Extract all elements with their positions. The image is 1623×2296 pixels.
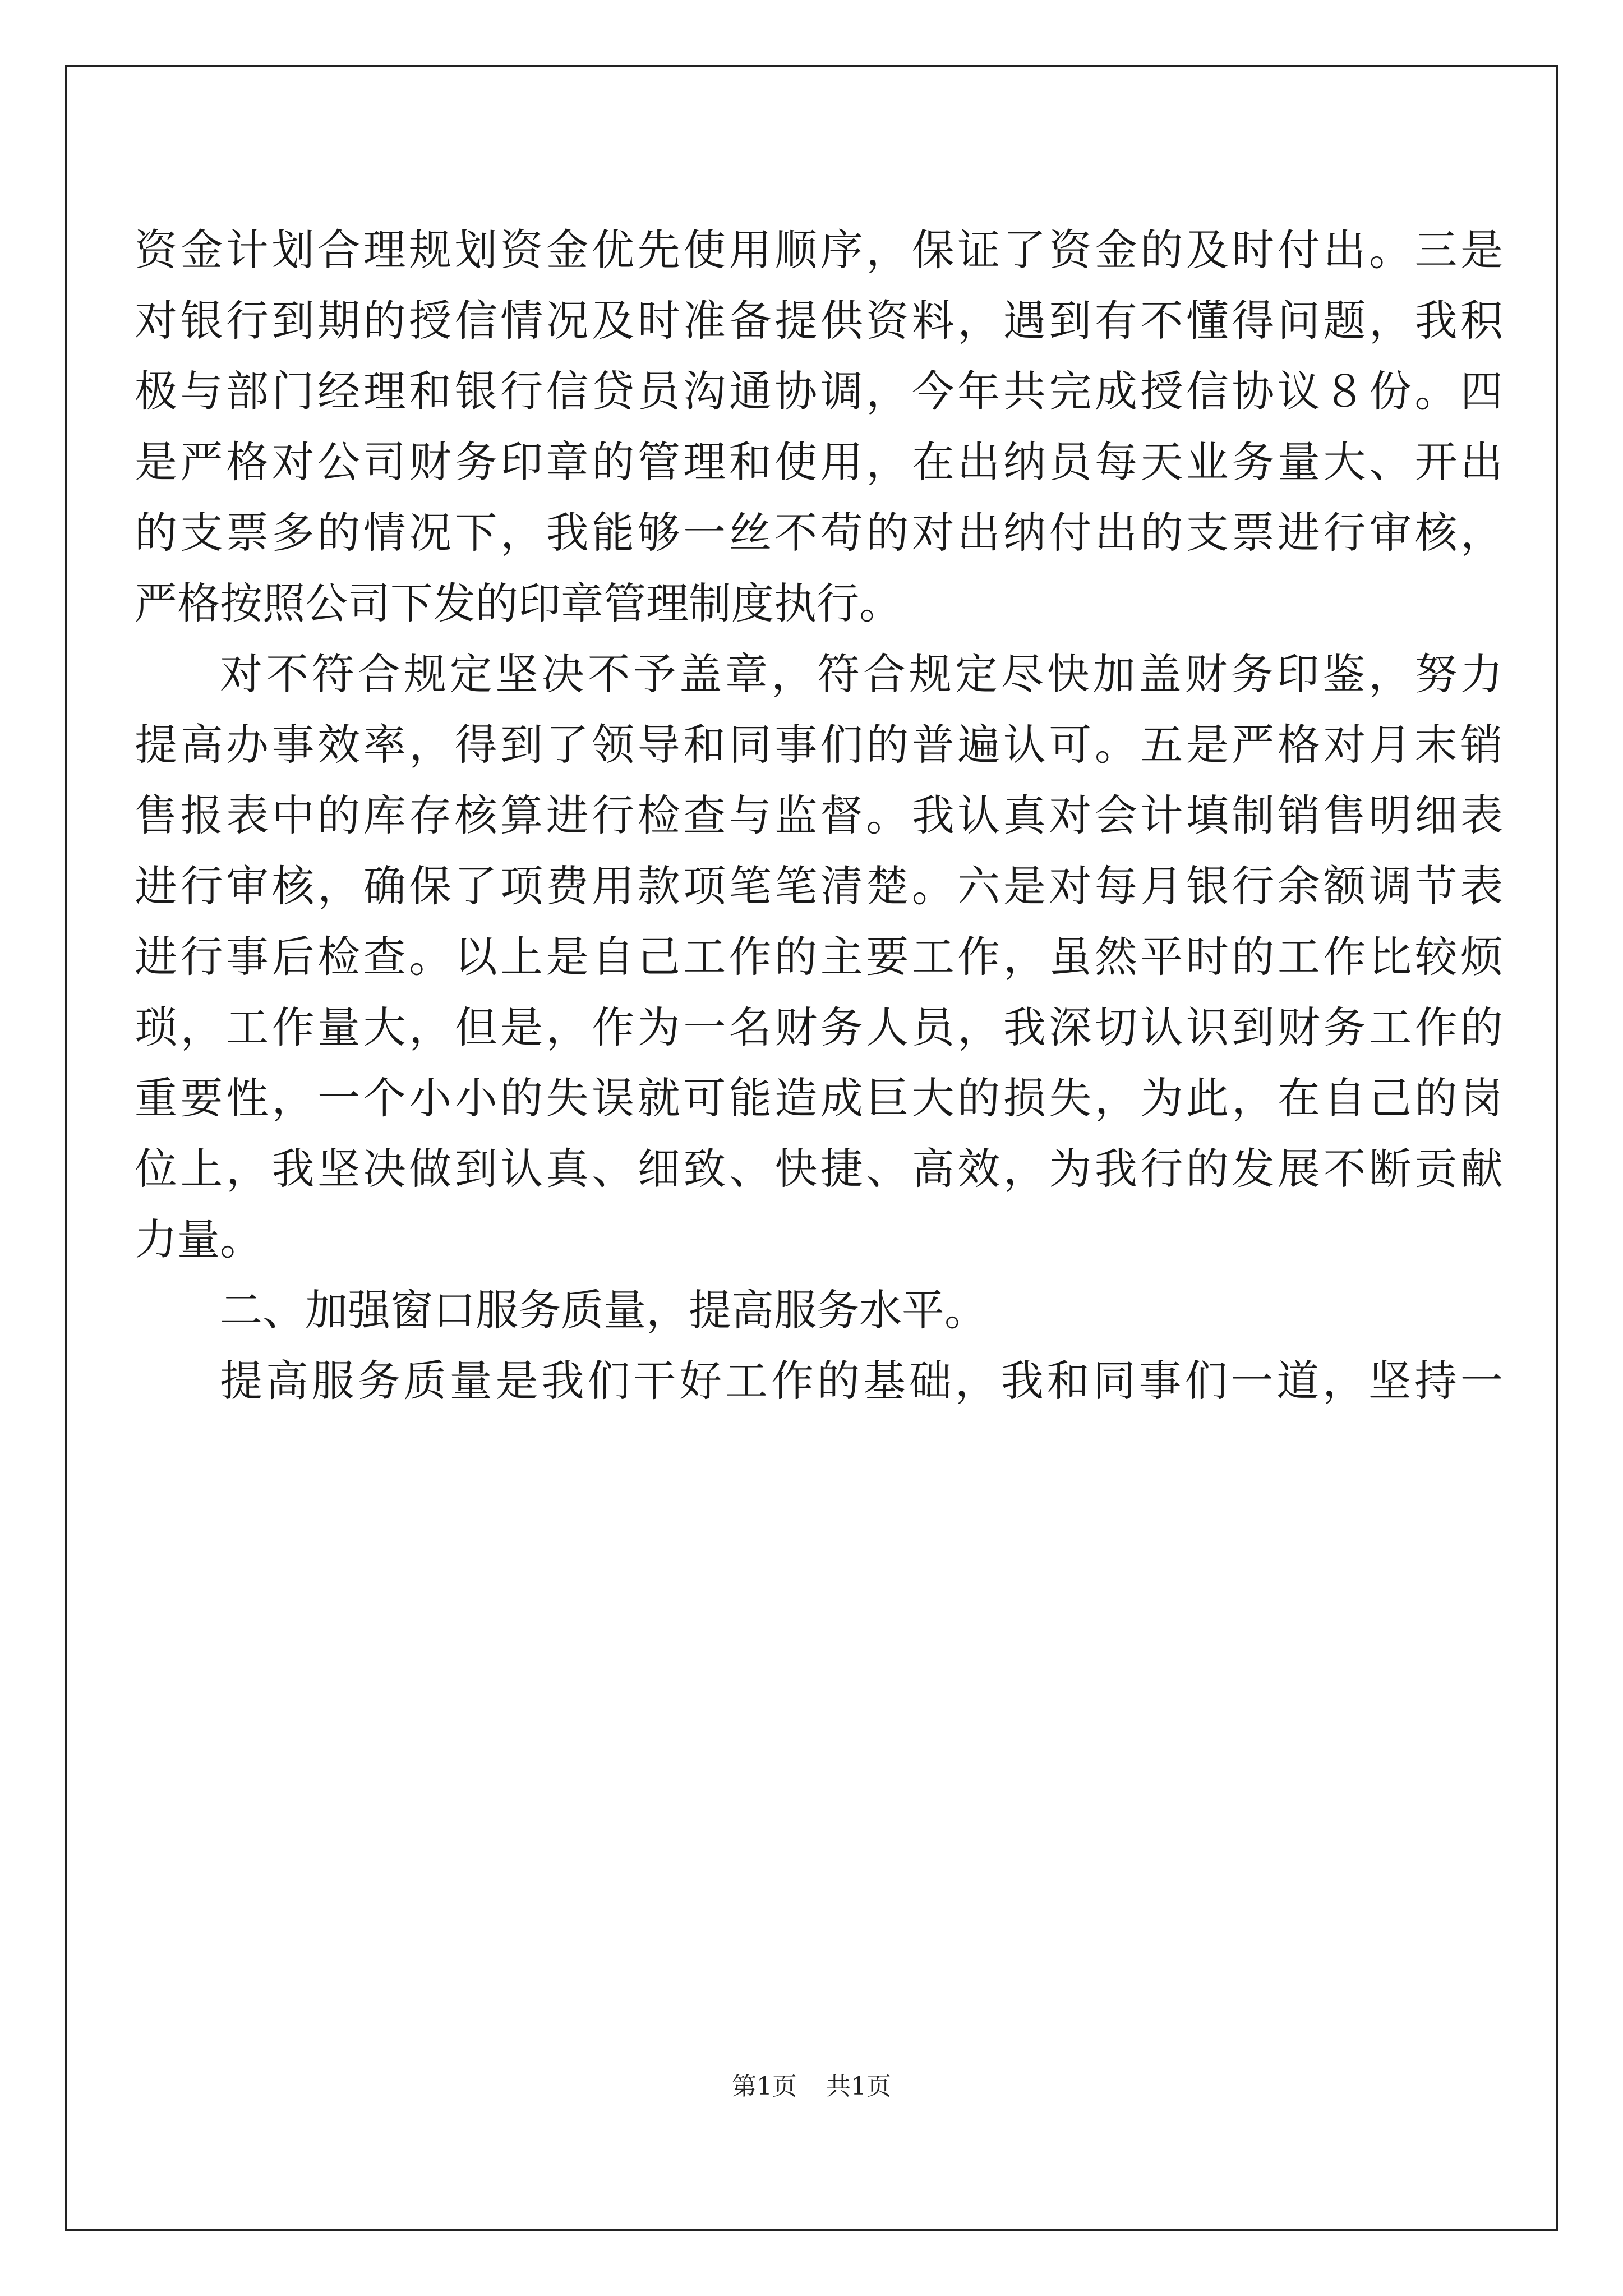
text-line: 位上，我坚决做到认真、细致、快捷、高效，为我行的发展不断贡献 xyxy=(135,1144,1503,1194)
text-line: 进行事后检查。以上是自己工作的主要工作，虽然平时的工作比较烦 xyxy=(135,932,1503,982)
text-line: 对银行到期的授信情况及时准备提供资料，遇到有不懂得问题，我积 xyxy=(135,296,1503,346)
section-heading: 二、加强窗口服务质量，提高服务水平。 xyxy=(220,1285,987,1335)
text-line: 的支票多的情况下，我能够一丝不苟的对出纳付出的支票进行审核， xyxy=(135,508,1503,558)
text-line: 严格按照公司下发的印章管理制度执行。 xyxy=(135,578,902,628)
text-line: 力量。 xyxy=(135,1214,262,1264)
text-line: 资金计划合理规划资金优先使用顺序，保证了资金的及时付出。三是 xyxy=(135,225,1503,275)
page-total: 共1页 xyxy=(826,2072,891,2101)
text-line: 是严格对公司财务印章的管理和使用，在出纳员每天业务量大、开出 xyxy=(135,437,1503,487)
page-footer xyxy=(0,2070,1623,2104)
text-line: 琐，工作量大，但是，作为一名财务人员，我深切认识到财务工作的 xyxy=(135,1002,1503,1052)
text-line: 重要性，一个小小的失误就可能造成巨大的损失，为此，在自己的岗 xyxy=(135,1073,1503,1123)
page-number: 第1页 xyxy=(732,2072,797,2101)
text-line: 售报表中的库存核算进行检查与监督。我认真对会计填制销售明细表 xyxy=(135,790,1503,840)
paragraph-first-line: 对不符合规定坚决不予盖章，符合规定尽快加盖财务印鉴，努力 xyxy=(220,649,1503,699)
paragraph-first-line: 提高服务质量是我们干好工作的基础，我和同事们一道，坚持一 xyxy=(220,1356,1503,1406)
text-line: 进行审核，确保了项费用款项笔笔清楚。六是对每月银行余额调节表 xyxy=(135,861,1503,911)
text-line: 提高办事效率，得到了领导和同事们的普遍认可。五是严格对月末销 xyxy=(135,720,1503,770)
text-line: 极与部门经理和银行信贷员沟通协调，今年共完成授信协议８份。四 xyxy=(135,366,1503,416)
